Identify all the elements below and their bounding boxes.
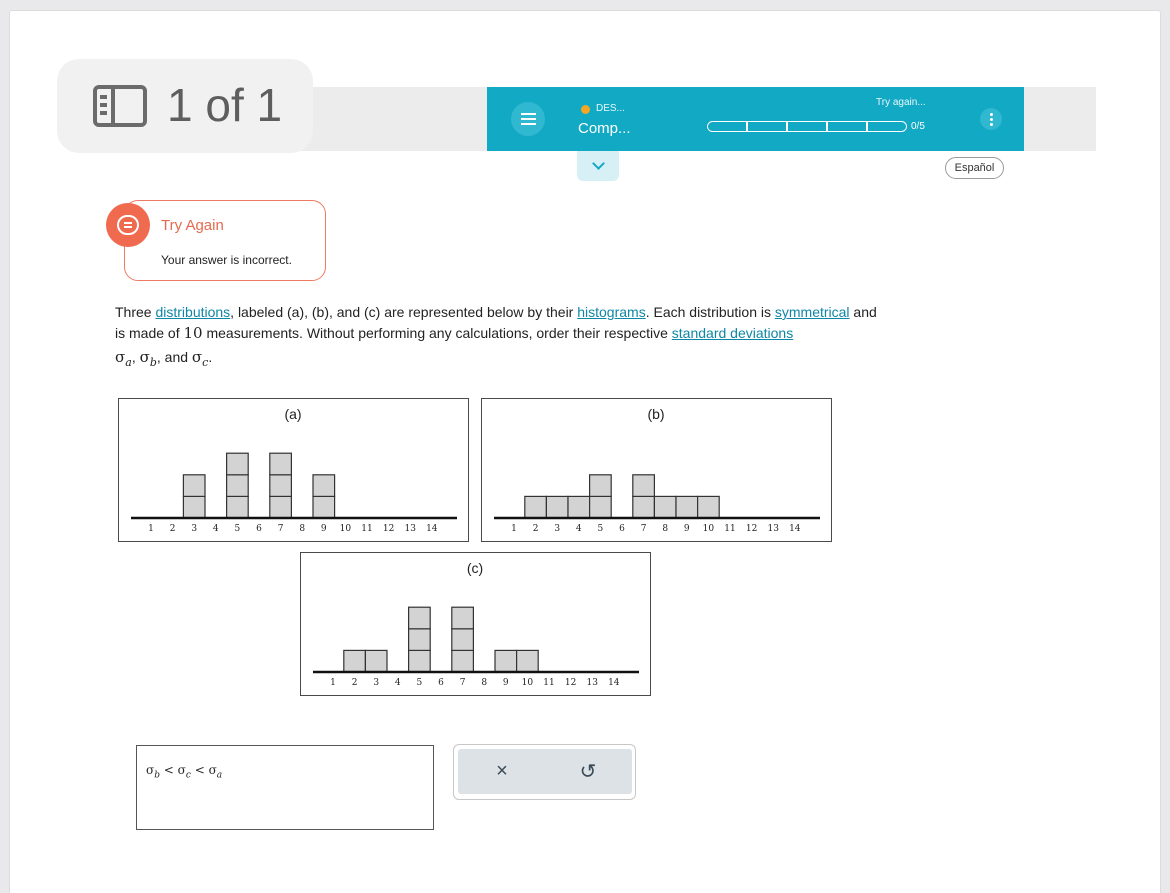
answer-input[interactable] (136, 745, 434, 830)
histogram-bar-7 (452, 607, 474, 629)
tick-label: 8 (299, 524, 306, 534)
tick-label: 11 (361, 524, 373, 534)
histogram-bar-5 (227, 475, 249, 497)
histogram-svg (482, 399, 830, 540)
progress-count: 0/5 (911, 121, 925, 132)
page-counter-text: 1 of 1 (167, 79, 283, 131)
question-line-1: Three distributions, labeled (a), (b), and (c) are represented below by their histograms. Each distribution is symmetrical and (115, 304, 877, 320)
histogram-bar-5 (409, 629, 431, 651)
question-line-2: is made of 10 measurements. Without performing any calculations, order their respective standard deviations (115, 324, 794, 342)
histogram-c (300, 552, 651, 696)
tick-label: 13 (586, 678, 598, 688)
histogram-bar-10 (517, 650, 539, 672)
tick-label: 2 (169, 524, 176, 534)
tick-label: 6 (256, 524, 262, 534)
measurement-count: 10 (183, 324, 203, 342)
chat-bubble-icon (117, 215, 139, 235)
histogram-svg (119, 399, 467, 540)
feedback-message: Your answer is incorrect. (161, 253, 292, 267)
progress-segment (787, 121, 827, 132)
histogram-bar-5 (227, 453, 249, 475)
kebab-icon (990, 113, 993, 116)
histogram-bar-8 (654, 496, 676, 518)
tick-label: 9 (502, 678, 509, 688)
tick-label: 1 (148, 524, 154, 534)
tick-label: 12 (382, 524, 395, 534)
histogram-bar-4 (568, 496, 590, 518)
progress-segment (867, 121, 907, 132)
tick-label: 13 (404, 524, 416, 534)
histogram-bar-7 (270, 496, 292, 518)
histogram-b (481, 398, 832, 542)
histogram-bar-3 (365, 650, 387, 672)
progress-segment (827, 121, 867, 132)
status-label: DES... (596, 103, 625, 114)
tick-label: 4 (575, 524, 582, 534)
histogram-bar-5 (227, 496, 249, 518)
histogram-bar-9 (676, 496, 698, 518)
histogram-bar-7 (270, 475, 292, 497)
tick-label: 3 (373, 678, 380, 688)
histogram-bar-9 (313, 475, 335, 497)
answer-expression: $\sigma_b < \sigma_c < \sigma_a$ (146, 763, 223, 781)
tick-label: 2 (351, 678, 358, 688)
tick-label: 9 (320, 524, 327, 534)
link-standard-deviations[interactable]: standard deviations (671, 325, 794, 341)
tick-label: 7 (277, 524, 284, 534)
sidebar-icon (93, 85, 147, 127)
tick-label: 8 (662, 524, 669, 534)
chevron-down-icon (592, 157, 605, 170)
tick-label: 3 (191, 524, 198, 534)
histogram-title: (a) (284, 406, 302, 422)
tick-label: 5 (416, 678, 423, 688)
histogram-svg (301, 553, 649, 694)
tick-label: 10 (521, 678, 534, 688)
histogram-bar-7 (270, 453, 292, 475)
feedback-title: Try Again (161, 217, 224, 234)
histogram-bar-7 (633, 496, 655, 518)
histogram-title: (b) (647, 406, 665, 422)
tick-label: 4 (394, 678, 401, 688)
page-counter-overlay (57, 59, 313, 153)
tick-label: 7 (640, 524, 647, 534)
expand-header-button[interactable] (577, 151, 619, 181)
clear-button[interactable]: × (496, 760, 508, 782)
tick-label: 10 (339, 524, 352, 534)
feedback-icon (106, 203, 150, 247)
histogram-bar-9 (495, 650, 517, 672)
tick-label: 1 (330, 678, 336, 688)
progress-segment (747, 121, 787, 132)
try-again-status: Try again... (876, 97, 926, 108)
histogram-bar-2 (344, 650, 366, 672)
tick-label: 11 (724, 524, 736, 534)
course-title[interactable]: Comp... (578, 120, 631, 137)
link-symmetrical[interactable]: symmetrical (774, 304, 850, 320)
tick-label: 14 (426, 524, 438, 534)
feedback-panel (124, 200, 326, 281)
link-distributions[interactable]: distributions (155, 304, 231, 320)
link-histograms[interactable]: histograms (577, 304, 646, 320)
tick-label: 6 (438, 678, 444, 688)
tick-label: 1 (511, 524, 517, 534)
tick-label: 3 (554, 524, 561, 534)
tick-label: 8 (481, 678, 488, 688)
histogram-bar-3 (183, 496, 205, 518)
tick-label: 4 (212, 524, 219, 534)
question-line-3: $\sigma_a$, $\sigma_b$, and $\sigma_c$. (115, 348, 213, 369)
question-text (115, 302, 1015, 373)
tick-label: 12 (564, 678, 577, 688)
undo-button[interactable]: ↺ (579, 761, 597, 783)
histogram-bar-3 (183, 475, 205, 497)
tick-label: 12 (745, 524, 758, 534)
tick-label: 2 (532, 524, 539, 534)
assignment-header (487, 87, 1024, 151)
tick-label: 14 (608, 678, 620, 688)
histogram-a (118, 398, 469, 542)
histogram-bar-7 (452, 629, 474, 651)
histogram-bar-5 (590, 496, 612, 518)
histogram-title: (c) (466, 560, 484, 576)
tick-label: 14 (789, 524, 801, 534)
status-dot-icon (581, 105, 590, 114)
histogram-bar-10 (698, 496, 720, 518)
tick-label: 11 (543, 678, 555, 688)
progress-segment (707, 121, 747, 132)
hamburger-icon (521, 118, 536, 120)
tick-label: 7 (459, 678, 466, 688)
tick-label: 9 (683, 524, 690, 534)
histogram-bar-5 (590, 475, 612, 497)
tick-label: 6 (619, 524, 625, 534)
histogram-bar-7 (633, 475, 655, 497)
menu-button[interactable] (511, 102, 545, 136)
histogram-bar-3 (546, 496, 568, 518)
histogram-bar-7 (452, 650, 474, 672)
progress-bar (707, 121, 907, 132)
histogram-bar-5 (409, 607, 431, 629)
histogram-bar-9 (313, 496, 335, 518)
tick-label: 13 (767, 524, 779, 534)
tick-label: 10 (702, 524, 715, 534)
language-toggle-button[interactable]: Español (945, 157, 1004, 179)
tick-label: 5 (234, 524, 241, 534)
histogram-bar-2 (525, 496, 547, 518)
tick-label: 5 (597, 524, 604, 534)
more-options-button[interactable] (980, 108, 1002, 130)
histogram-bar-5 (409, 650, 431, 672)
